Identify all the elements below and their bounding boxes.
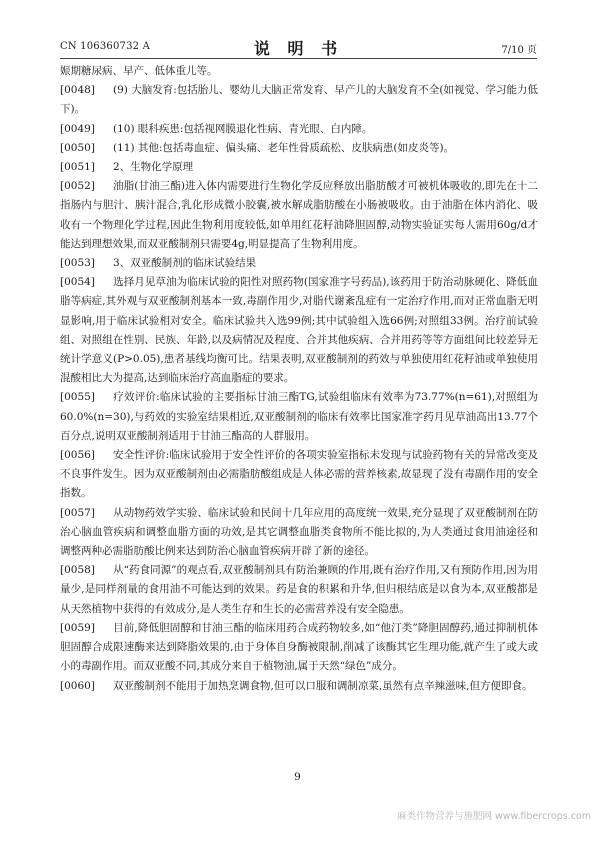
paragraph bbox=[60, 254, 538, 273]
paragraph-text: 从动物药效学实验、临床试验和民间十几年应用的高度统一效果,充分显现了双亚酸制剂在防治心脑血管疾病和调整血脂方面的功效,是其它调整血脂类食物所不能比拟的,为人类通过食用油途径和调整两种必需脂肪酸比例来达到防治心脑血管疾病开辟了新的途径。 bbox=[60, 506, 538, 558]
paragraph bbox=[60, 388, 538, 446]
paragraph-text: 安全性评价:临床试验用于安全性评价的各项实验室指标未发现与试验药物有关的异常改变及不良事件发生。因为双亚酸制剂由必需脂肪酸组成是人体必需的营养核素,故显现了没有毒副作用的安全指数。 bbox=[60, 449, 538, 500]
paragraph bbox=[60, 446, 538, 504]
paragraph bbox=[60, 504, 538, 562]
paragraph-number: [0050] bbox=[60, 141, 95, 154]
paragraph-text: 2、生物化学原理 bbox=[113, 161, 194, 174]
paragraph-number: [0053] bbox=[60, 257, 95, 270]
paragraph-number: [0048] bbox=[60, 84, 95, 97]
paragraph-number: [0055] bbox=[60, 391, 95, 404]
paragraph-number: [0059] bbox=[60, 621, 95, 634]
paragraph-number: [0049] bbox=[60, 122, 95, 135]
paragraph-number: [0060] bbox=[60, 679, 95, 692]
paragraph-text: (10) 眼科疾患:包括视网膜退化性病、青光眼、白内障。 bbox=[113, 122, 373, 135]
paragraph-text: (9) 大脑发育:包括胎儿、婴幼儿大脑正常发育、早产儿的大脑发育不全(如视觉、学习能力低下)。 bbox=[60, 84, 538, 116]
paragraph-number: [0052] bbox=[60, 180, 95, 193]
paragraph-text: 疗效评价:临床试验的主要指标甘油三酯TG,试验组临床有效率为73.77%(n=61),对照组为60.0%(n=30),与药效的实验室结果相近,双亚酸制剂的临床有效率比国家准字药月见草油高出13.77个百分点,说明双亚酸制剂适用于甘油三酯高的人群服用。 bbox=[60, 391, 538, 442]
paragraph-number: [0057] bbox=[60, 506, 95, 519]
paragraph-number: [0051] bbox=[60, 161, 95, 174]
paragraph-text: (11) 其他:包括毒血症、偏头痛、老年性骨质疏松、皮肤病患(如皮炎等)。 bbox=[113, 141, 455, 154]
paragraph bbox=[60, 120, 538, 139]
page-header bbox=[60, 36, 537, 56]
paragraph-text: 双亚酸制剂不能用于加热烹调食物,但可以口服和调制凉菜,虽然有点辛辣滋味,但方便即食。 bbox=[113, 679, 533, 692]
paragraph-text: 油脂(甘油三酯)进入体内需要进行生物化学反应释放出脂肪酸才可被机体吸收的,即先在十二指肠内与胆汁、胰汁混合,乳化形成微小胶囊,被水解成脂肪酸在小肠被吸收。由于油脂在体内消化、吸收有一个物理化学过程,因此生物利用度较低,如单用红花籽油降胆固醇,动物实验证实每人需用60g/d才能达到理想效果,而双亚酸制剂只需要4g,明显提高了生物利用度。 bbox=[60, 180, 538, 250]
document-title: 说 明 书 bbox=[253, 39, 344, 58]
paragraph-list bbox=[60, 81, 538, 696]
header-divider bbox=[60, 58, 537, 59]
continued-text: 娠期糖尿病、早产、低体重儿等。 bbox=[60, 65, 218, 77]
page-indicator: 7/10 页 bbox=[501, 45, 537, 56]
page-number: 9 bbox=[294, 771, 301, 783]
paragraph-number: [0058] bbox=[60, 564, 95, 577]
paragraph bbox=[60, 158, 538, 177]
paragraph-number: [0054] bbox=[60, 276, 95, 289]
paragraph bbox=[60, 677, 538, 696]
paragraph-number: [0056] bbox=[60, 449, 95, 462]
paragraph bbox=[60, 273, 538, 388]
paragraph bbox=[60, 177, 538, 254]
paragraph-text: 从“药食同源”的观点看,双亚酸制剂具有防治兼顾的作用,既有治疗作用,又有预防作用,因为用量少,是同样剂量的食用油不可能达到的效果。药是食的积累和升华,但归根结底是以食为本,双亚酸都是从天然植物中获得的有效成分,是人类生存和生长的必需营养没有安全隐患。 bbox=[60, 564, 538, 615]
paragraph bbox=[60, 561, 538, 619]
paragraph bbox=[60, 619, 538, 677]
patent-number: CN 106360732 A bbox=[60, 41, 151, 52]
watermark-text: 麻类作物营养与施肥网 www.fibercrops.com bbox=[396, 811, 591, 822]
paragraph bbox=[60, 81, 538, 119]
paragraph bbox=[60, 139, 538, 158]
paragraph-text: 选择月见草油为临床试验的阳性对照药物(国家准字号药品),该药用于防治动脉硬化、降低血脂等病症,其外观与双亚酸制剂基本一致,毒副作用少,对脂代谢紊乱症有一定治疗作用,而对正常血脂无明显影响,用于临床试验相对安全。临床试验共入选99例;其中试验组入选66例;对照组33例。治疗前试验组、对照组在性别、民族、年龄,以及病情况及程度、合并其他疾病、合并用药等等方面组间比较差异无统计学意义(P>0.05),患者基线均衡可比。结果表明,双亚酸制剂的药效与单独使用红花籽油或单独使用混酸相比大为提高,达到临床治疗高血脂症的要求。 bbox=[60, 276, 538, 385]
paragraph-text: 目前,降低胆固醇和甘油三酯的临床用药合成药物较多,如“他汀类”降胆固醇药,通过抑制机体胆固醇合成限速酶来达到降脂效果的,由于身体自身酶被限制,削减了该酶其它生理功能,就产生了或大或小的毒副作用。而双亚酸不同,其成分来自于植物油,属于天然“绿色”成分。 bbox=[60, 621, 538, 673]
paragraph-text: 3、双亚酸制剂的临床试验结果 bbox=[113, 257, 257, 270]
document-body bbox=[60, 62, 538, 696]
